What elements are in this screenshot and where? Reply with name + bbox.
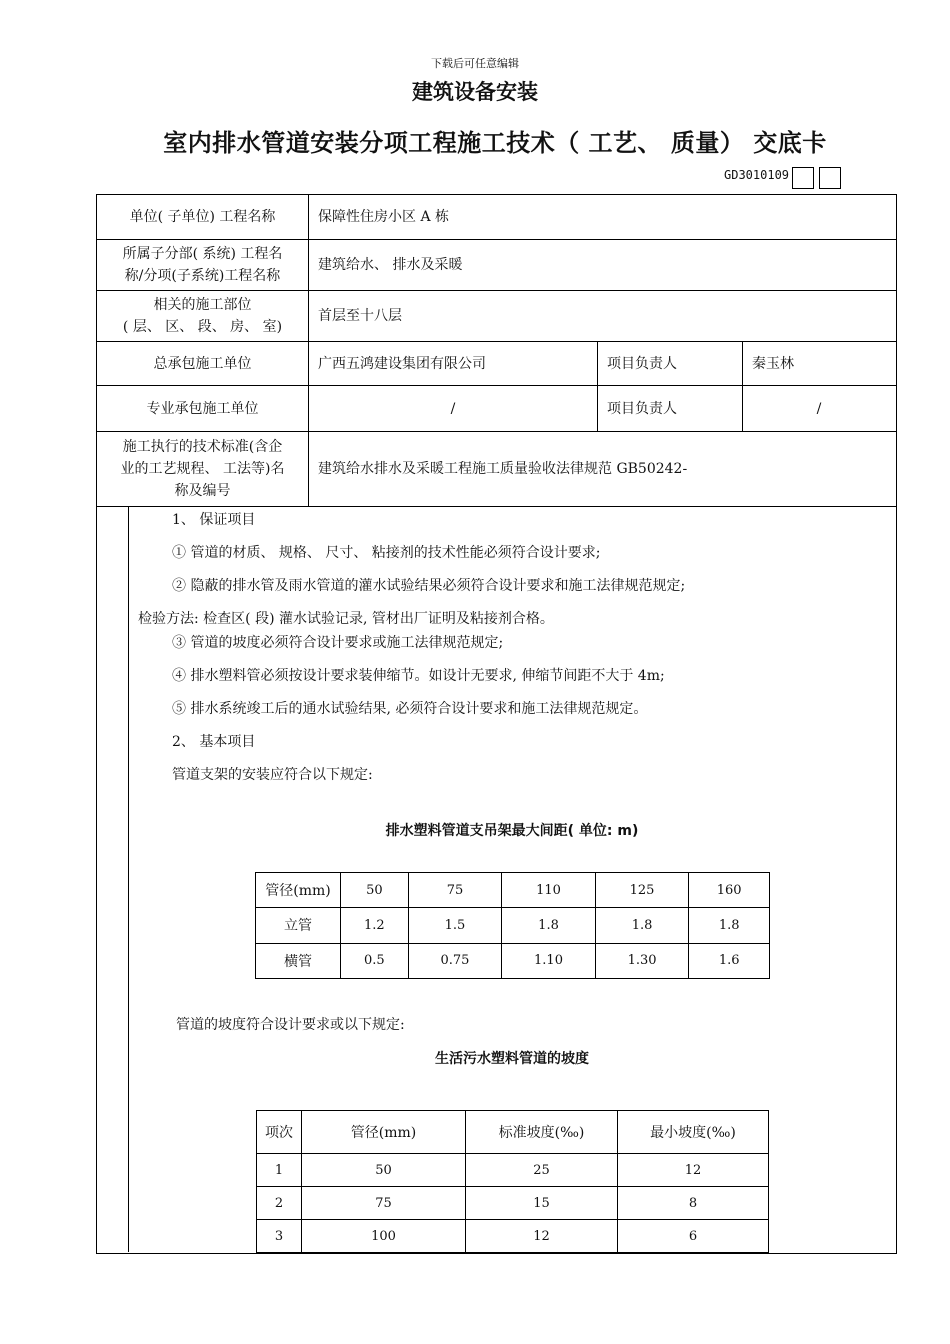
gc-manager-label: 项目负责人 (607, 355, 677, 372)
gc-manager-value: 秦玉林 (752, 355, 794, 372)
specialty-contractor-value: / (450, 400, 456, 417)
table-cell: 25 (466, 1154, 618, 1187)
table-cell: 1.2 (341, 908, 409, 943)
support-table-caption: 排水塑料管道支吊架最大间距( 单位: m) (385, 823, 639, 839)
table-cell: 160 (689, 873, 770, 908)
table-cell: 0.5 (341, 943, 409, 978)
table-cell: 最小坡度(‰) (618, 1111, 769, 1154)
table-cell: 1.10 (502, 943, 596, 978)
support-intro: 管道支架的安装应符合以下规定: (172, 767, 373, 783)
table-cell: 管径(mm) (302, 1111, 466, 1154)
slope-intro: 管道的坡度符合设计要求或以下规定: (176, 1017, 405, 1033)
general-contractor-value: 广西五鸿建设集团有限公司 (318, 355, 486, 372)
table-row (256, 908, 770, 943)
table-cell: 立管 (256, 908, 341, 943)
slope-table (256, 1110, 769, 1253)
table-row (257, 1220, 769, 1253)
table-cell: 1 (257, 1154, 302, 1187)
table-cell: 125 (595, 873, 689, 908)
download-note: 下载后可任意编辑 (431, 57, 519, 70)
category-title: 建筑设备安装 (412, 80, 538, 104)
table-cell: 8 (618, 1187, 769, 1220)
guarantee-item-2: ② 隐蔽的排水管及雨水管道的灌水试验结果必须符合设计要求和施工法律规范规定; (172, 578, 686, 594)
unit-label: 单位( 子单位) 工程名称 (129, 209, 276, 225)
col-divider (597, 341, 598, 431)
location-value: 首层至十八层 (318, 308, 402, 324)
table-cell: 1.30 (595, 943, 689, 978)
table-row (257, 1187, 769, 1220)
table-cell: 12 (466, 1220, 618, 1253)
code-box-2 (819, 167, 841, 189)
table-cell: 75 (408, 873, 502, 908)
table-cell: 75 (302, 1187, 466, 1220)
table-cell: 15 (466, 1187, 618, 1220)
table-cell: 100 (302, 1220, 466, 1253)
subdivision-label: 所属子分部( 系统) 工程名 称/分项(子系统)工程名称 (122, 246, 283, 284)
standard-value: 建筑给水排水及采暖工程施工质量验收法律规范 GB50242- (318, 461, 688, 477)
page-title: 室内排水管道安装分项工程施工技术（ 工艺、 质量） 交底卡 (163, 129, 827, 157)
subdivision-value: 建筑给水、 排水及采暖 (318, 257, 463, 273)
table-cell: 1.6 (689, 943, 770, 978)
table-row (257, 1154, 769, 1187)
table-cell: 2 (257, 1187, 302, 1220)
col-divider (308, 194, 309, 506)
table-cell: 1.8 (595, 908, 689, 943)
guarantee-item-1: ① 管道的材质、 规格、 尺寸、 粘接剂的技术性能必须符合设计要求; (172, 545, 601, 561)
table-cell: 横管 (256, 943, 341, 978)
table-cell: 标准坡度(‰) (466, 1111, 618, 1154)
slope-table-caption: 生活污水塑料管道的坡度 (435, 1051, 589, 1067)
table-header-row (257, 1111, 769, 1154)
guarantee-item-5: ⑤ 排水系统竣工后的通水试验结果, 必须符合设计要求和施工法律规范规定。 (172, 701, 648, 717)
unit-value: 保障性住房小区 A 栋 (318, 209, 450, 225)
section-guarantee-heading: 1、 保证项目 (172, 512, 256, 528)
table-cell: 管径(mm) (256, 873, 341, 908)
table-cell: 3 (257, 1220, 302, 1253)
sc-manager-label: 项目负责人 (607, 400, 677, 417)
section-basic-heading: 2、 基本项目 (172, 734, 256, 750)
table-cell: 12 (618, 1154, 769, 1187)
location-label: 相关的施工部位 ( 层、 区、 段、 房、 室) (122, 297, 283, 335)
guarantee-item-4: ④ 排水塑料管必须按设计要求装伸缩节。如设计无要求, 伸缩节间距不大于 4m; (172, 668, 665, 684)
inspection-method: 检验方法: 检查区( 段) 灌水试验记录, 管材出厂证明及粘接剂合格。 (138, 611, 554, 627)
table-cell: 50 (302, 1154, 466, 1187)
table-header-row (256, 873, 770, 908)
table-cell: 110 (502, 873, 596, 908)
table-cell: 0.75 (408, 943, 502, 978)
form-code: GD3010109 (724, 168, 790, 182)
guarantee-item-3: ③ 管道的坡度必须符合设计要求或施工法律规范规定; (172, 635, 504, 651)
table-cell: 50 (341, 873, 409, 908)
sc-manager-value: / (816, 400, 822, 417)
content-margin-line (128, 506, 129, 1252)
general-contractor-label: 总承包施工单位 (153, 355, 252, 372)
table-cell: 6 (618, 1220, 769, 1253)
table-cell: 1.5 (408, 908, 502, 943)
row-divider (96, 506, 896, 507)
support-spacing-table (255, 872, 770, 979)
table-cell: 项次 (257, 1111, 302, 1154)
table-row (256, 943, 770, 978)
specialty-contractor-label: 专业承包施工单位 (146, 400, 259, 417)
table-cell: 1.8 (502, 908, 596, 943)
code-box-1 (792, 167, 814, 189)
table-cell: 1.8 (689, 908, 770, 943)
standard-label: 施工执行的技术标准(含企 业的工艺规程、 工法等)名 称及编号 (120, 439, 285, 499)
